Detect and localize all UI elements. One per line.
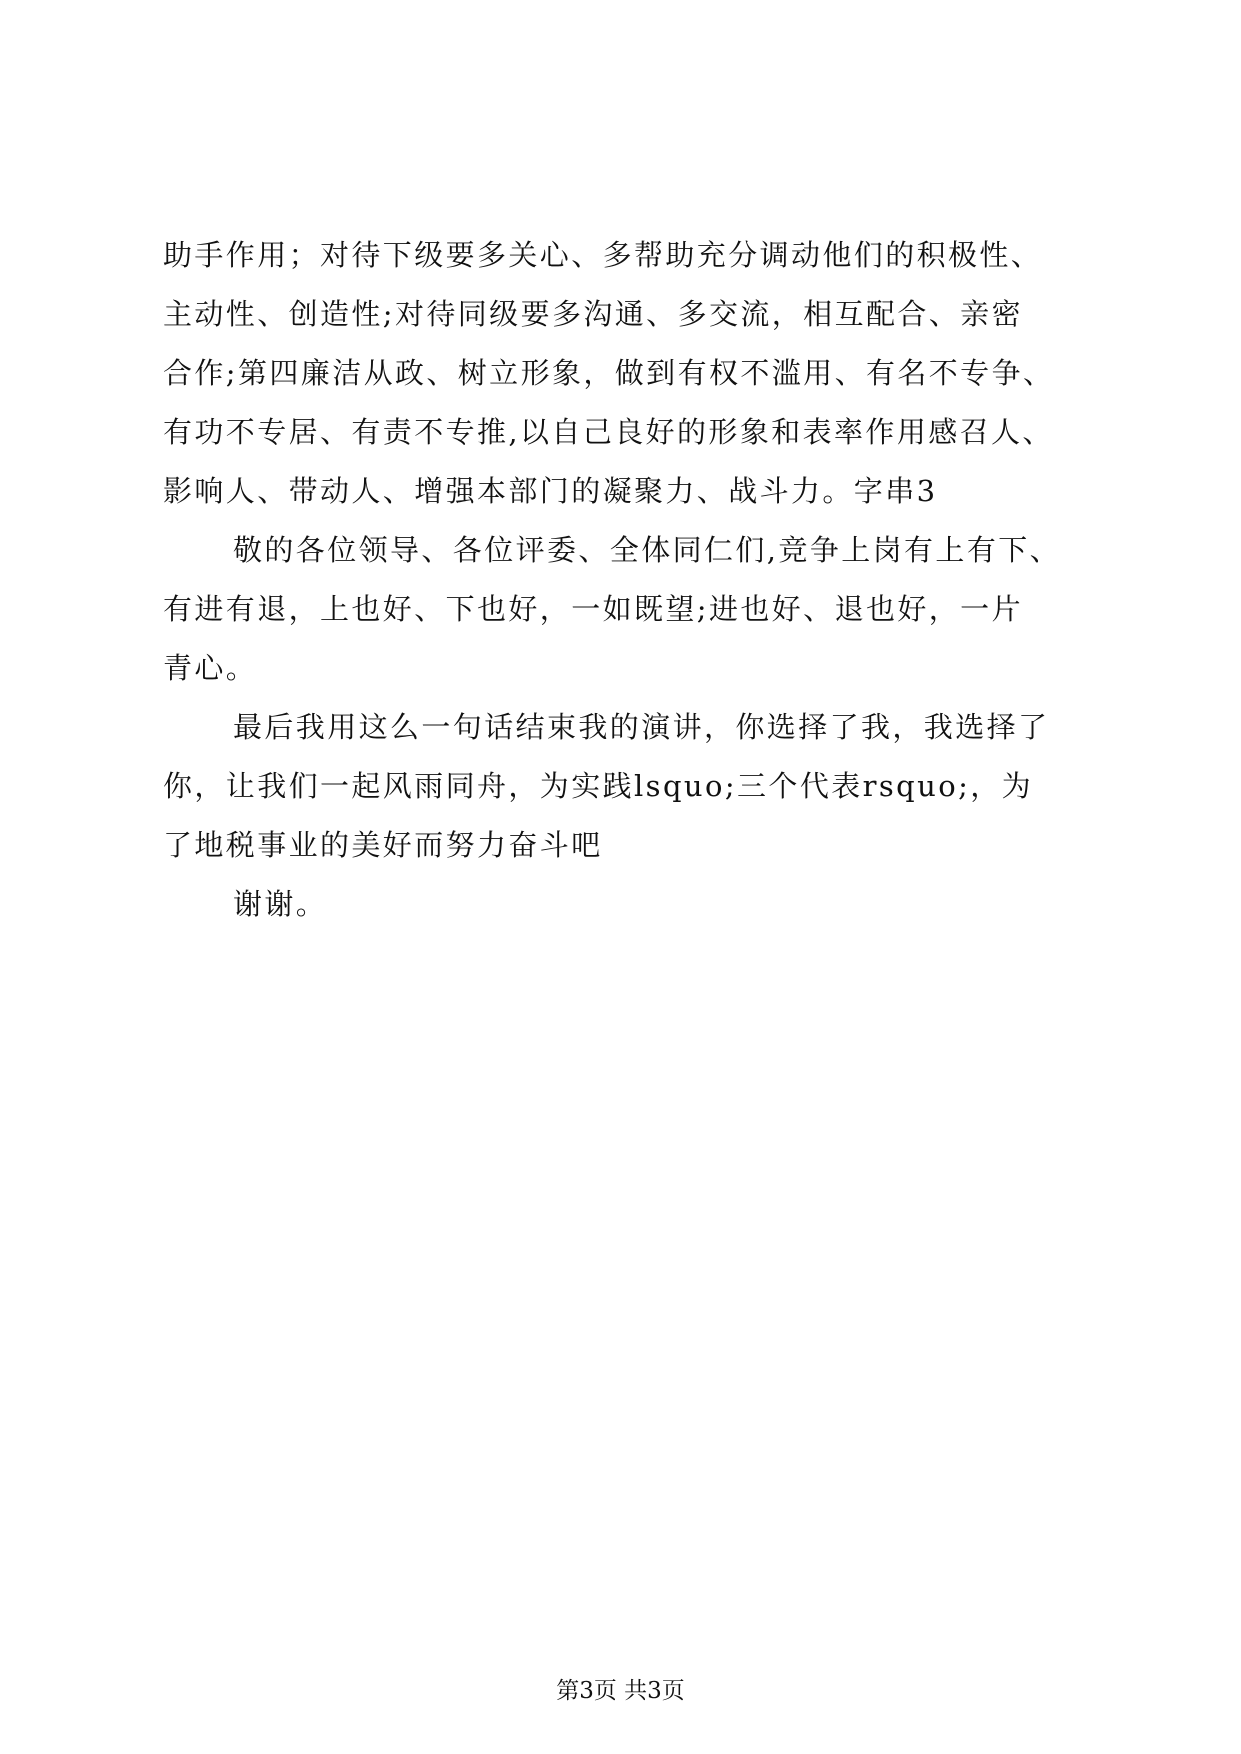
page-footer: 第3页 共3页 <box>556 1678 685 1704</box>
text-line: 助手作用；对待下级要多关心、多帮助充分调动他们的积极性、 <box>163 238 1043 272</box>
text-line: 有进有退，上也好、下也好，一如既望;进也好、退也好，一片 <box>163 592 1023 626</box>
text-line: 你，让我们一起风雨同舟，为实践lsquo;三个代表rsquo;，为 <box>163 769 1034 803</box>
paragraph-start-line: 最后我用这么一句话结束我的演讲，你选择了我，我选择了 <box>233 710 1050 744</box>
text-line: 影响人、带动人、增强本部门的凝聚力、战斗力。字串3 <box>163 474 938 508</box>
closing-line: 谢谢。 <box>233 887 328 921</box>
text-line: 主动性、创造性;对待同级要多沟通、多交流，相互配合、亲密 <box>163 297 1023 331</box>
text-line: 有功不专居、有责不专推,以自己良好的形象和表率作用感召人、 <box>163 415 1054 449</box>
text-line: 合作;第四廉洁从政、树立形象，做到有权不滥用、有名不专争、 <box>163 356 1055 390</box>
paragraph-start-line: 敬的各位领导、各位评委、全体同仁们,竞争上岗有上有下、 <box>233 533 1062 567</box>
document-body <box>163 226 1123 934</box>
text-line: 青心。 <box>163 651 258 685</box>
text-line: 了地税事业的美好而努力奋斗吧 <box>163 828 603 862</box>
